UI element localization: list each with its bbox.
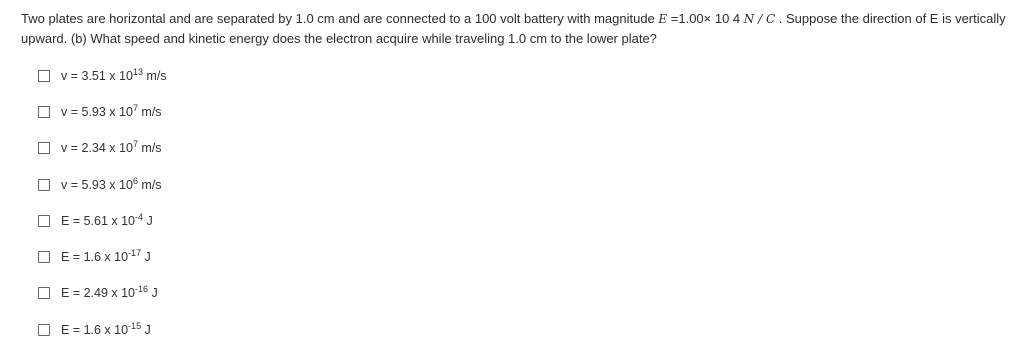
option-unit: m/s [137, 178, 162, 192]
option-value-base: v = 3.51 x 10 [61, 69, 133, 83]
option-value-base: v = 5.93 x 10 [61, 178, 133, 192]
option-unit: J [148, 286, 158, 300]
answer-option-3[interactable] [38, 138, 162, 158]
answer-option-5[interactable] [38, 211, 153, 231]
option-exponent: 7 [132, 103, 138, 113]
option-value-base: E = 2.49 x 10 [61, 286, 136, 300]
option-value-base: E = 1.6 x 10 [61, 323, 129, 337]
answer-option-2[interactable] [38, 102, 162, 122]
answer-option-7[interactable] [38, 283, 158, 303]
option-exponent: -4 [135, 212, 144, 222]
option-value-base: E = 1.6 x 10 [61, 250, 129, 264]
checkbox-icon[interactable] [38, 106, 50, 118]
question-math-unit: N / C [743, 12, 776, 26]
checkbox-icon[interactable] [38, 287, 50, 299]
checkbox-icon[interactable] [38, 251, 50, 263]
option-value-base: v = 2.34 x 10 [61, 141, 133, 155]
checkbox-icon[interactable] [38, 324, 50, 336]
checkbox-icon[interactable] [38, 215, 50, 227]
question-part-1: Two plates are horizontal and are separated by 1.0 cm and are connected to a 100 volt battery with magnitude [21, 11, 659, 26]
answer-option-1[interactable] [38, 66, 167, 86]
option-exponent: 13 [132, 67, 143, 77]
checkbox-icon[interactable] [38, 70, 50, 82]
question-text [21, 9, 1006, 48]
option-unit: J [143, 214, 153, 228]
checkbox-icon[interactable] [38, 142, 50, 154]
answer-option-label [61, 105, 162, 119]
answer-option-label [61, 214, 153, 228]
option-unit: m/s [137, 141, 162, 155]
question-math-e: E [658, 12, 668, 26]
option-exponent: -16 [135, 284, 149, 294]
answer-option-label [61, 286, 158, 300]
answer-option-label [61, 141, 162, 155]
checkbox-icon[interactable] [38, 179, 50, 191]
option-exponent: -15 [128, 321, 142, 331]
option-exponent: 7 [132, 139, 138, 149]
question-part-2: =1.00× 10 4 [667, 11, 744, 26]
answer-option-4[interactable] [38, 175, 162, 195]
option-unit: J [141, 250, 151, 264]
option-value-base: v = 5.93 x 10 [61, 105, 133, 119]
answer-option-8[interactable] [38, 320, 151, 340]
answer-option-label [61, 323, 151, 337]
answer-option-label [61, 250, 151, 264]
question-part-3: . Suppose the direction of E is vertically upward. (b) What speed and kinetic energy does the electron acquire while traveling 1.0 cm to the lower plate? [21, 11, 1006, 46]
option-unit: m/s [137, 105, 162, 119]
option-value-base: E = 5.61 x 10 [61, 214, 136, 228]
answer-option-label [61, 69, 167, 83]
option-unit: m/s [142, 69, 167, 83]
option-exponent: -17 [128, 248, 142, 258]
answer-option-label [61, 178, 162, 192]
option-exponent: 6 [132, 176, 138, 186]
option-unit: J [141, 323, 151, 337]
answer-option-6[interactable] [38, 247, 151, 267]
